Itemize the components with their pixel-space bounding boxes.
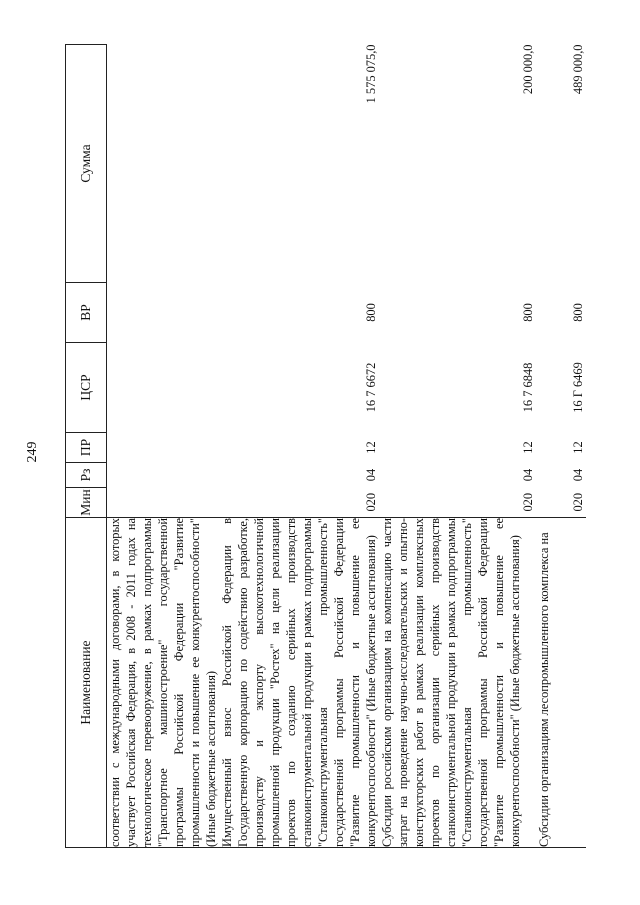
row-pr: 12 [571,441,585,454]
row-sum: 1 575 075,0 [364,44,378,104]
row-csr: 16 7 6848 [521,362,535,413]
row-vr: 800 [521,303,535,322]
header-csr: ЦСР [66,343,107,433]
header-min: Мин [66,488,107,518]
row-rz: 04 [521,468,535,482]
table-row [536,45,586,848]
row-name: Субсидии российским организациям на компенсацию части затрат на проведение научно-исследовательских и опытно-конструкторских работ в рамках реализации комплексных проектов по организации серийных производств станкоинструментальной продукции в рамках подпрограммы "Станкоинструментальная промышленность" государственной программы Российской Федерации "Развитие промышленности и повышение ее конкурентоспособности" (Иные бюджетные ассигнования) [379,518,536,848]
table-header-row [66,45,107,848]
row-name: Субсидии организациям лесопромышленного комплекса на [536,518,586,848]
row-pr: 12 [521,441,535,454]
header-name: Наименование [66,518,107,848]
row-sum: 489 000,0 [571,44,585,95]
row-sum [107,45,220,283]
rotated-page-content [65,45,605,848]
row-rz: 04 [571,468,585,482]
row-sum: 200 000,0 [521,44,535,95]
row-min: 020 [571,492,585,512]
header-pr: ПР [66,433,107,463]
header-vr: ВР [66,283,107,343]
table-row [379,45,536,848]
row-pr [107,433,220,463]
row-min: 020 [521,492,535,512]
table-row [107,45,220,848]
header-sum: Сумма [66,45,107,283]
row-rz [107,463,220,488]
table-row [219,45,379,848]
row-vr: 800 [571,303,585,322]
row-name: соответствии с международными договорами, в которых участвует Российская Федерация, в 2008 - 2011 годах на технологическое перевооружение, в рамках подпрограммы "Транспортное машиностроение" государственной программы Российской Федерации "Развитие промышленности и повышение ее конкурентоспособности" (Иные бюджетные ассигнования) [108,518,218,847]
row-vr [107,283,220,343]
row-name: Имущественный взнос Российской Федерации в Государственную корпорацию по содействию разработке, производству и экспорту высокотехнологичной промышленной продукции "Ростех" на цели реализации проектов по созданию серийных производств станкоинструментальной продукции в рамках подпрограммы "Станкоинструментальная промышленность" государственной программы Российской Федерации "Развитие промышленности и повышение ее конкурентоспособности" (Иные бюджетные ассигнования) [220,518,378,847]
row-pr: 12 [364,441,378,454]
row-rz: 04 [364,468,378,482]
row-min: 020 [364,492,378,512]
row-csr: 16 7 6672 [364,362,378,413]
page-number: 249 [25,441,40,463]
row-vr: 800 [364,303,378,322]
row-csr [107,343,220,433]
budget-table [65,44,586,848]
row-csr: 16 Г 6469 [571,362,585,413]
row-min [107,488,220,518]
header-rz: Рз [66,463,107,488]
